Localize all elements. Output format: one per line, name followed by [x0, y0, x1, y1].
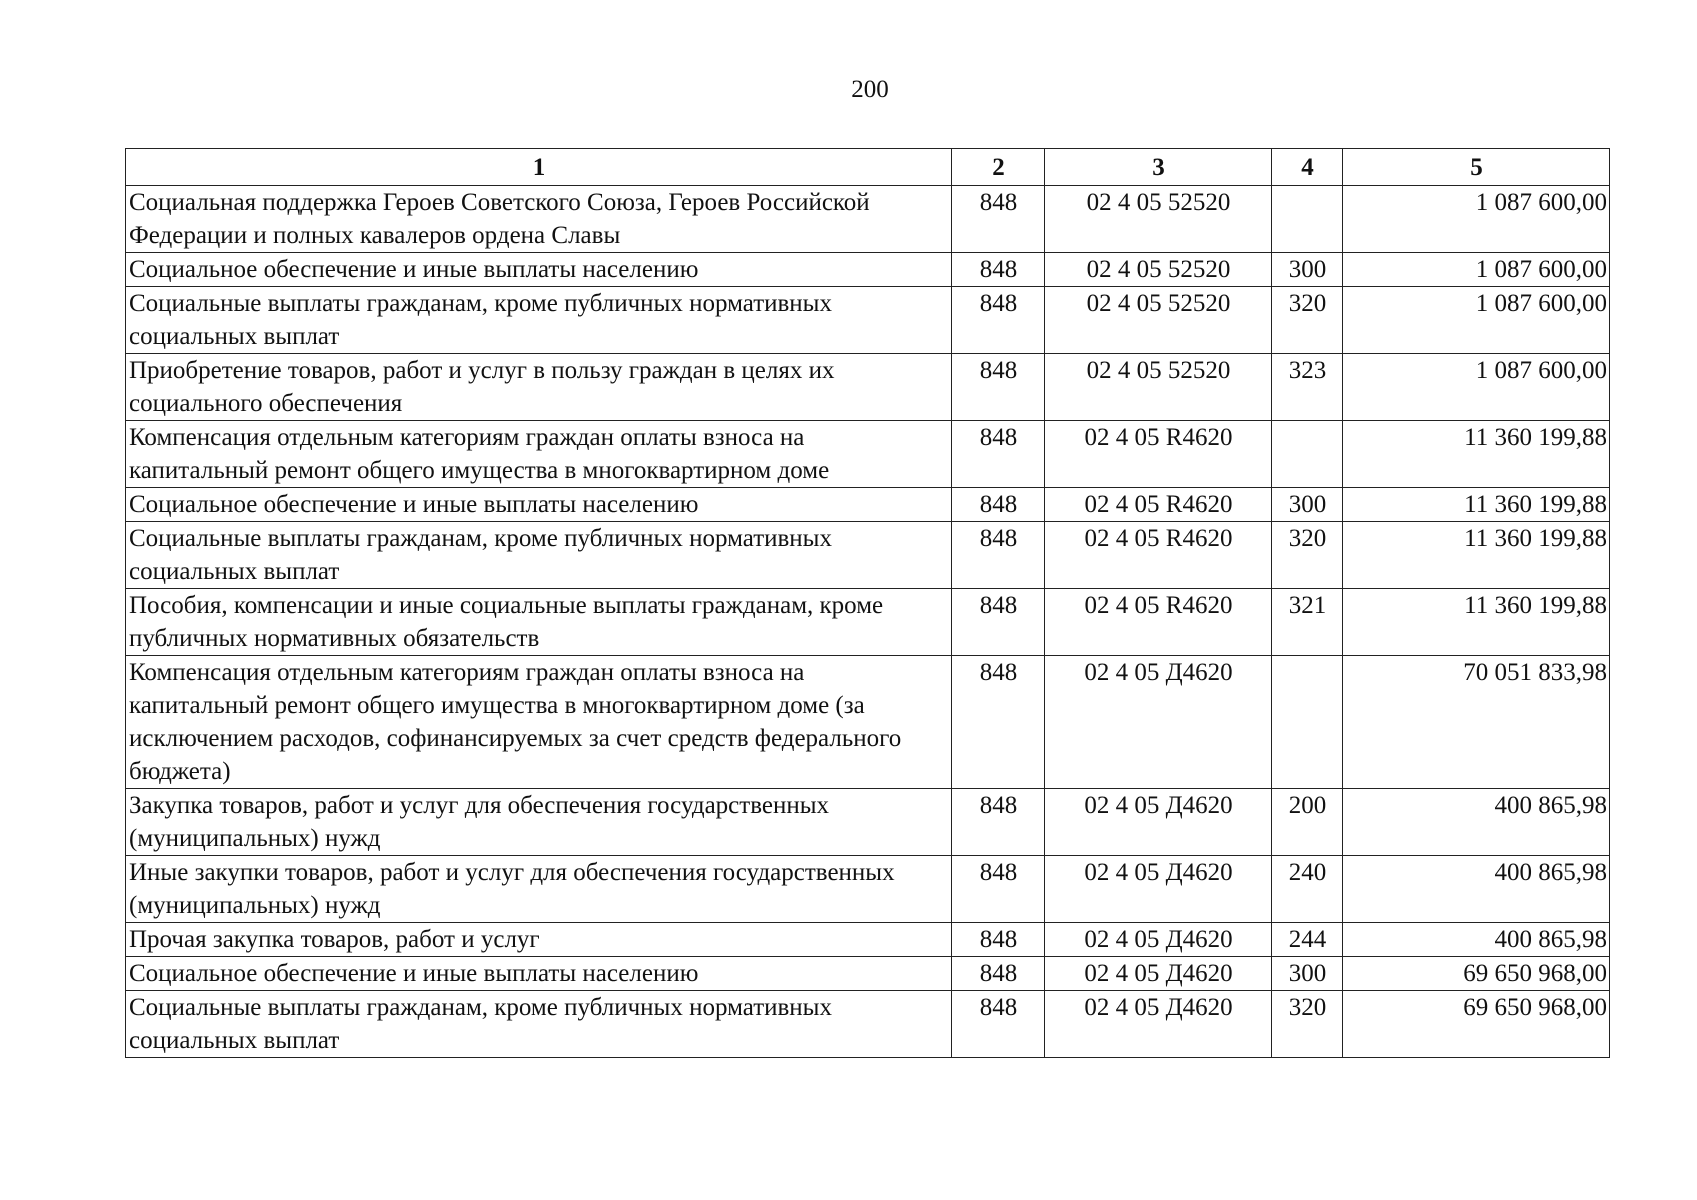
item-name: Социальное обеспечение и иные выплаты населению: [126, 957, 952, 991]
amount: 1 087 600,00: [1343, 186, 1610, 253]
ministry-code: 848: [952, 253, 1045, 287]
target-article: 02 4 05 Д4620: [1045, 856, 1272, 923]
expense-type: [1272, 421, 1343, 488]
item-name: Компенсация отдельным категориям граждан оплаты взноса на капитальный ремонт общего имущества в многоквартирном доме (за исключением расходов, софинансируемых за счет средств федерального бюджета): [126, 656, 952, 789]
expense-type: 320: [1272, 287, 1343, 354]
expense-type: 323: [1272, 354, 1343, 421]
table-row: [126, 488, 1610, 522]
ministry-code: 848: [952, 656, 1045, 789]
header-col-3: 3: [1045, 149, 1272, 186]
ministry-code: 848: [952, 589, 1045, 656]
ministry-code: 848: [952, 488, 1045, 522]
table-header: [126, 149, 1610, 186]
target-article: 02 4 05 52520: [1045, 354, 1272, 421]
item-name: Социальное обеспечение и иные выплаты населению: [126, 488, 952, 522]
expense-type: [1272, 186, 1343, 253]
item-name: Иные закупки товаров, работ и услуг для обеспечения государственных (муниципальных) нужд: [126, 856, 952, 923]
target-article: 02 4 05 52520: [1045, 287, 1272, 354]
table-row: [126, 522, 1610, 589]
target-article: 02 4 05 R4620: [1045, 589, 1272, 656]
table-row: [126, 856, 1610, 923]
expense-type: 244: [1272, 923, 1343, 957]
target-article: 02 4 05 52520: [1045, 253, 1272, 287]
target-article: 02 4 05 Д4620: [1045, 991, 1272, 1058]
expense-type: 300: [1272, 488, 1343, 522]
amount: 69 650 968,00: [1343, 957, 1610, 991]
item-name: Приобретение товаров, работ и услуг в пользу граждан в целях их социального обеспечения: [126, 354, 952, 421]
ministry-code: 848: [952, 186, 1045, 253]
ministry-code: 848: [952, 287, 1045, 354]
expense-type: 300: [1272, 253, 1343, 287]
expense-type: 200: [1272, 789, 1343, 856]
table-row: [126, 923, 1610, 957]
expense-type: 320: [1272, 991, 1343, 1058]
header-col-2: 2: [952, 149, 1045, 186]
ministry-code: 848: [952, 354, 1045, 421]
target-article: 02 4 05 Д4620: [1045, 957, 1272, 991]
target-article: 02 4 05 R4620: [1045, 421, 1272, 488]
header-col-1: 1: [126, 149, 952, 186]
expense-type: 321: [1272, 589, 1343, 656]
table-row: [126, 421, 1610, 488]
amount: 70 051 833,98: [1343, 656, 1610, 789]
amount: 1 087 600,00: [1343, 287, 1610, 354]
header-col-4: 4: [1272, 149, 1343, 186]
ministry-code: 848: [952, 957, 1045, 991]
page-number: 200: [851, 76, 889, 103]
ministry-code: 848: [952, 991, 1045, 1058]
amount: 69 650 968,00: [1343, 991, 1610, 1058]
amount: 1 087 600,00: [1343, 253, 1610, 287]
target-article: 02 4 05 Д4620: [1045, 789, 1272, 856]
amount: 1 087 600,00: [1343, 354, 1610, 421]
target-article: 02 4 05 52520: [1045, 186, 1272, 253]
table-row: [126, 287, 1610, 354]
budget-table: [125, 148, 1610, 1058]
amount: 11 360 199,88: [1343, 589, 1610, 656]
table-row: [126, 789, 1610, 856]
amount: 11 360 199,88: [1343, 421, 1610, 488]
amount: 11 360 199,88: [1343, 488, 1610, 522]
table-row: [126, 957, 1610, 991]
ministry-code: 848: [952, 522, 1045, 589]
ministry-code: 848: [952, 923, 1045, 957]
amount: 400 865,98: [1343, 923, 1610, 957]
table-body: [126, 186, 1610, 1058]
item-name: Социальная поддержка Героев Советского Союза, Героев Российской Федерации и полных кавалеров ордена Славы: [126, 186, 952, 253]
table-row: [126, 354, 1610, 421]
table-row: [126, 253, 1610, 287]
item-name: Социальные выплаты гражданам, кроме публичных нормативных социальных выплат: [126, 991, 952, 1058]
item-name: Социальные выплаты гражданам, кроме публичных нормативных социальных выплат: [126, 522, 952, 589]
header-col-5: 5: [1343, 149, 1610, 186]
table-row: [126, 186, 1610, 253]
target-article: 02 4 05 R4620: [1045, 522, 1272, 589]
expense-type: 240: [1272, 856, 1343, 923]
item-name: Компенсация отдельным категориям граждан оплаты взноса на капитальный ремонт общего имущества в многоквартирном доме: [126, 421, 952, 488]
target-article: 02 4 05 Д4620: [1045, 656, 1272, 789]
expense-type: 320: [1272, 522, 1343, 589]
item-name: Социальные выплаты гражданам, кроме публичных нормативных социальных выплат: [126, 287, 952, 354]
target-article: 02 4 05 R4620: [1045, 488, 1272, 522]
amount: 11 360 199,88: [1343, 522, 1610, 589]
expense-type: [1272, 656, 1343, 789]
ministry-code: 848: [952, 789, 1045, 856]
table-row: [126, 991, 1610, 1058]
expense-type: 300: [1272, 957, 1343, 991]
ministry-code: 848: [952, 421, 1045, 488]
table-row: [126, 656, 1610, 789]
header-row: [126, 149, 1610, 186]
item-name: Закупка товаров, работ и услуг для обеспечения государственных (муниципальных) нужд: [126, 789, 952, 856]
item-name: Пособия, компенсации и иные социальные выплаты гражданам, кроме публичных нормативных обязательств: [126, 589, 952, 656]
ministry-code: 848: [952, 856, 1045, 923]
amount: 400 865,98: [1343, 856, 1610, 923]
target-article: 02 4 05 Д4620: [1045, 923, 1272, 957]
amount: 400 865,98: [1343, 789, 1610, 856]
item-name: Социальное обеспечение и иные выплаты населению: [126, 253, 952, 287]
item-name: Прочая закупка товаров, работ и услуг: [126, 923, 952, 957]
table-row: [126, 589, 1610, 656]
